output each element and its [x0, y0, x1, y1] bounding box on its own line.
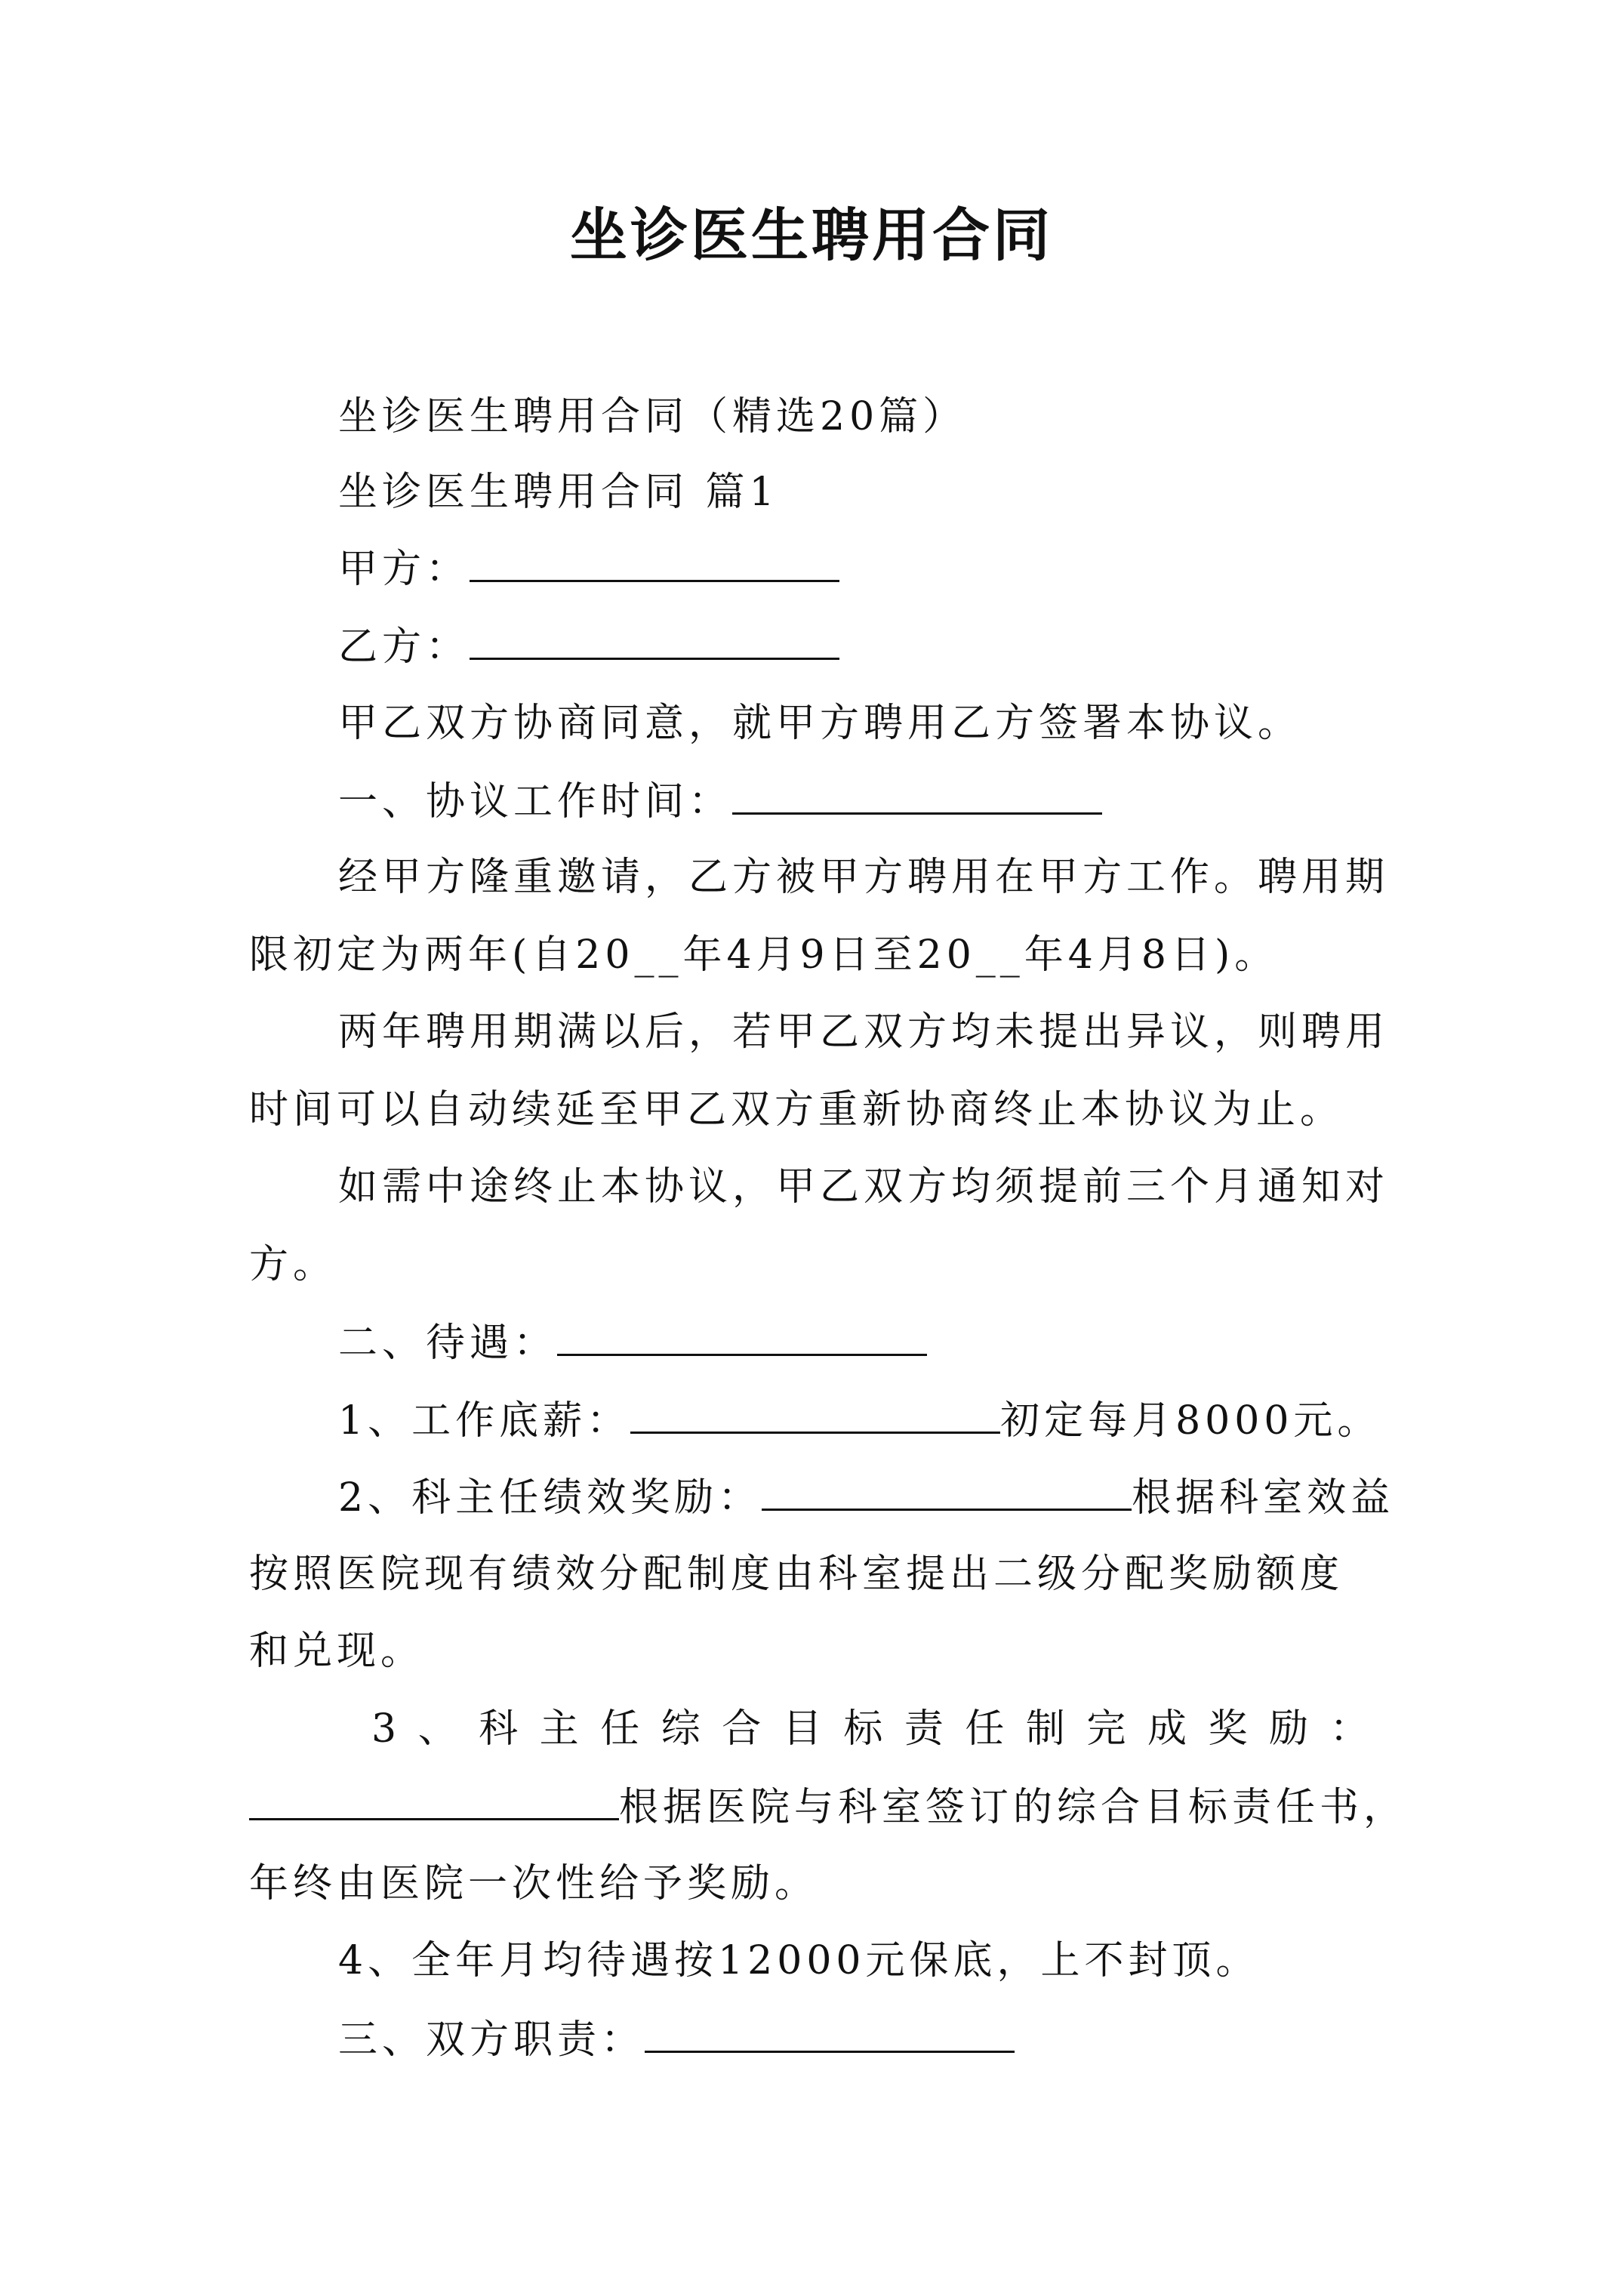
- section-2-heading: 二、待遇：: [338, 1321, 558, 1366]
- item-1-text: 初定每月8000元。: [1000, 1398, 1381, 1444]
- paragraph-2-line-1: 两年聘用期满以后，若甲乙双方均未提出异议，则聘用: [338, 1009, 1390, 1055]
- item-4-line: 4、全年月均待遇按12000元保底，上不封顶。: [338, 1938, 1260, 1983]
- document-title: 坐诊医生聘用合同: [570, 202, 1053, 269]
- item-3-line-1: 3 、 科 主 任 综 合 目 标 责 任 制 完 成 奖 励 ：: [371, 1706, 1374, 1752]
- item-2-line-3: 和兑现。: [249, 1629, 425, 1674]
- item-2-line-1: [338, 1466, 1394, 1528]
- paragraph-3-line-2: 方。: [249, 1242, 337, 1287]
- party-a-line: [338, 538, 839, 599]
- item-2-blank: [762, 1466, 1132, 1511]
- item-2-label: 2、科主任绩效奖励：: [338, 1475, 762, 1521]
- paragraph-1-line-1: 经甲方隆重邀请，乙方被甲方聘用在甲方工作。聘用期: [338, 855, 1390, 900]
- section-3-blank: [645, 2008, 1015, 2053]
- section-2-heading-line: [338, 1311, 927, 1373]
- item-2-line-2: 按照医院现有绩效分配制度由科室提出二级分配奖励额度: [249, 1552, 1344, 1597]
- section-1-blank: [732, 770, 1102, 815]
- section-3-heading-line: [338, 2008, 1015, 2070]
- subtitle: 坐诊医生聘用合同（精选20篇）: [338, 394, 967, 439]
- item-1-blank: [630, 1389, 1000, 1434]
- party-b-label: 乙方：: [338, 624, 470, 670]
- item-3-line-2: [249, 1776, 1407, 1838]
- paragraph-1-line-2: 限初定为两年(自20__年4月9日至20__年4月8日)。: [249, 932, 1279, 978]
- item-1-line: [338, 1389, 1381, 1451]
- chapter-heading: 坐诊医生聘用合同 篇1: [338, 470, 779, 515]
- section-1-heading: 一、协议工作时间：: [338, 779, 733, 824]
- party-b-line: [338, 615, 839, 677]
- item-3-text: 根据医院与科室签订的综合目标责任书，: [619, 1785, 1408, 1830]
- paragraph-3-line-1: 如需中途终止本协议，甲乙双方均须提前三个月通知对: [338, 1164, 1390, 1210]
- party-a-blank: [470, 538, 839, 582]
- item-1-label: 1、工作底薪：: [338, 1398, 631, 1444]
- party-b-blank: [470, 615, 839, 660]
- item-3-line-3: 年终由医院一次性给予奖励。: [249, 1861, 819, 1906]
- section-2-blank: [557, 1311, 927, 1356]
- intro-paragraph: 甲乙双方协商同意，就甲方聘用乙方签署本协议。: [338, 701, 1302, 746]
- section-3-heading: 三、双方职责：: [338, 2017, 645, 2063]
- paragraph-2-line-2: 时间可以自动续延至甲乙双方重新协商终止本协议为止。: [249, 1087, 1344, 1133]
- section-1-heading-line: [338, 770, 1102, 832]
- party-a-label: 甲方：: [338, 547, 470, 592]
- item-3-blank: [249, 1776, 619, 1820]
- item-2-text: 根据科室效益: [1132, 1475, 1395, 1521]
